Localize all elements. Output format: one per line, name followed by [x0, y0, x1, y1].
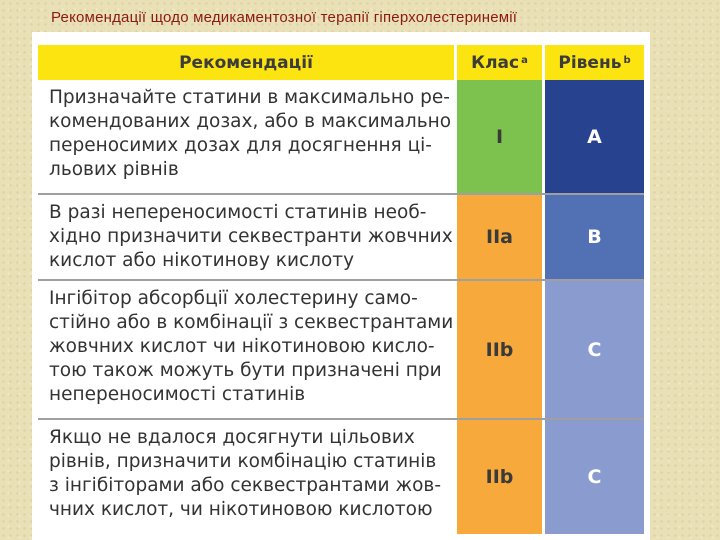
level-value: B — [587, 226, 602, 248]
class-value: IIb — [485, 338, 514, 361]
table-row-recommendation — [38, 80, 454, 193]
level-cell — [545, 195, 644, 279]
header-recommendations-label: Рекомендації — [179, 52, 313, 73]
recommendation-line: тою також можуть бути призначені при — [49, 360, 442, 381]
class-cell — [457, 195, 542, 279]
recommendation-line: жовчних кислот чи нікотиновою кисло- — [49, 336, 435, 357]
class-cell — [457, 281, 542, 418]
header-class-label: Клас — [471, 52, 520, 73]
recommendation-line: комендованих дозах, або в максимально — [49, 111, 452, 132]
recommendation-line: Якщо не вдалося досягнути цільових — [49, 427, 415, 448]
header-class-sup: a — [521, 55, 528, 66]
recommendation-line: стійно або в комбінації з секвестрантами — [49, 312, 454, 333]
recommendation-line: кислот або нікотинову кислоту — [49, 250, 355, 271]
recommendation-line: В разі непереносимості статинів необ- — [49, 202, 427, 223]
header-level — [545, 45, 644, 80]
class-cell — [457, 420, 542, 534]
header-class — [457, 45, 542, 80]
recommendation-line: Інгібітор абсорбції холестерину само- — [49, 288, 418, 309]
recommendation-line: непереносимості статинів — [49, 384, 306, 405]
header-level-label: Рівень — [558, 52, 622, 73]
level-value: C — [587, 466, 602, 488]
recommendation-line: льових рівнів — [49, 159, 179, 180]
header-recommendations — [38, 45, 454, 80]
recommendation-line: переносимих дозах для досягнення ці- — [49, 135, 432, 156]
table-row-recommendation — [38, 195, 454, 279]
level-value: C — [587, 338, 602, 361]
recommendation-line: хідно призначити секвестранти жовчних — [49, 226, 453, 247]
recommendation-line: рівнів, призначити комбінацію статинів — [49, 451, 437, 472]
recommendation-line: з інгібіторами або секвестрантами жов- — [49, 475, 442, 496]
class-value: I — [495, 125, 504, 148]
table-row-recommendation — [38, 281, 454, 418]
table-row-recommendation — [38, 420, 454, 534]
class-cell — [457, 80, 542, 193]
level-cell — [545, 281, 644, 418]
level-cell — [545, 80, 644, 193]
level-cell — [545, 420, 644, 534]
class-value: IIb — [485, 466, 514, 488]
class-value: IIa — [486, 226, 513, 248]
recommendation-line: Призначайте статини в максимально ре- — [49, 87, 450, 108]
header-level-sup: b — [623, 55, 631, 66]
recommendation-line: чних кислот, чи нікотиновою кислотою — [49, 499, 433, 520]
level-value: A — [587, 125, 602, 148]
slide-title: Рекомендації щодо медикаментозної терапії гіперхолестеринемії — [51, 9, 518, 26]
